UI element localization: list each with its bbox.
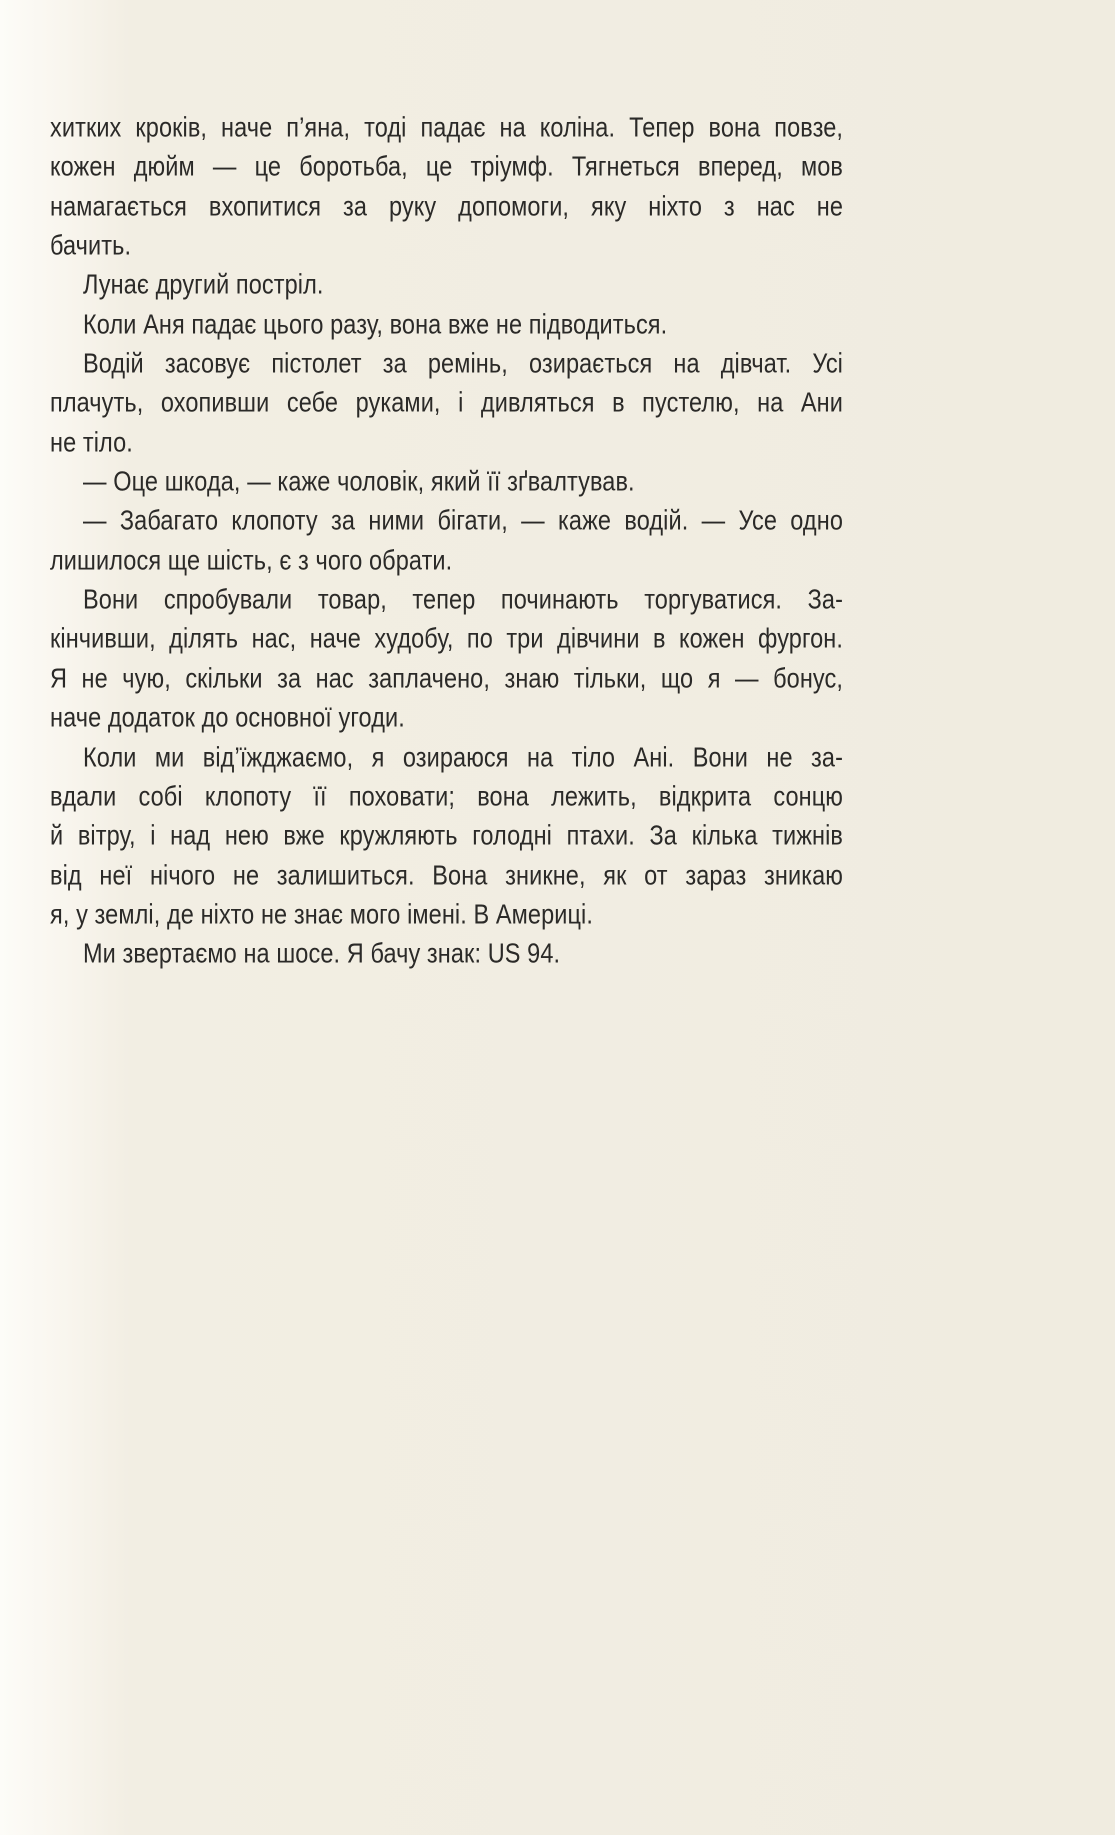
paragraph: [50, 580, 843, 737]
paragraph: [50, 265, 843, 304]
text-line: Коли ми від’їжджаємо, я озираюся на тіло Ані. Вони не за-: [83, 741, 843, 772]
text-line: наче додаток до основної угоди.: [50, 701, 405, 733]
text-line: плачуть, охопивши себе руками, і дивляться в пустелю, на Ани: [50, 386, 843, 418]
text-line: — Забагато клопоту за ними бігати, — каже водій. — Усе одно: [83, 504, 843, 536]
text-line: від неї нічого не залишиться. Вона зникне, як от зараз зникаю: [50, 859, 843, 890]
text-line: не тіло.: [50, 426, 133, 457]
paragraph: [50, 501, 843, 580]
text-line: Ми звертаємо на шосе. Я бачу знак: US 94.: [83, 937, 561, 969]
text-line: кожен дюйм — це боротьба, це тріумф. Тягнеться вперед, мов: [50, 150, 843, 182]
text-line: Водій засовує пістолет за ремінь, озирається на дівчат. Усі: [83, 347, 843, 379]
paragraph: [50, 462, 843, 501]
paragraph: [50, 108, 843, 265]
text-line: я, у землі, де ніхто не знає мого імені. В Америці.: [50, 898, 593, 930]
text-line: Я не чую, скільки за нас заплачено, знаю тільки, що я — бонус,: [50, 662, 843, 694]
page-text: [50, 108, 843, 974]
text-line: хитких кроків, наче п’яна, тоді падає на коліна. Тепер вона повзе,: [50, 111, 843, 143]
text-line: кінчивши, ділять нас, наче худобу, по три дівчини в кожен фургон.: [50, 623, 843, 654]
text-line: Коли Аня падає цього разу, вона вже не підводиться.: [83, 308, 668, 339]
text-line: лишилося ще шість, є з чого обрати.: [50, 544, 453, 576]
text-line: бачить.: [50, 229, 132, 261]
paragraph: [50, 738, 843, 935]
paragraph: [50, 344, 843, 462]
text-line: Лунає другий постріл.: [83, 268, 324, 300]
text-line: намагається вхопитися за руку допомоги, яку ніхто з нас не: [50, 190, 843, 221]
text-line: вдали собі клопоту її поховати; вона лежить, відкрита сонцю: [50, 780, 843, 812]
text-line: Вони спробували товар, тепер починають торгуватися. За-: [83, 583, 843, 615]
text-line: — Оце шкода, — каже чоловік, який її зґвалтував.: [83, 465, 635, 497]
paragraph: [50, 305, 843, 344]
text-line: й вітру, і над нею вже кружляють голодні птахи. За кілька тижнів: [50, 819, 843, 851]
paragraph: [50, 934, 843, 973]
